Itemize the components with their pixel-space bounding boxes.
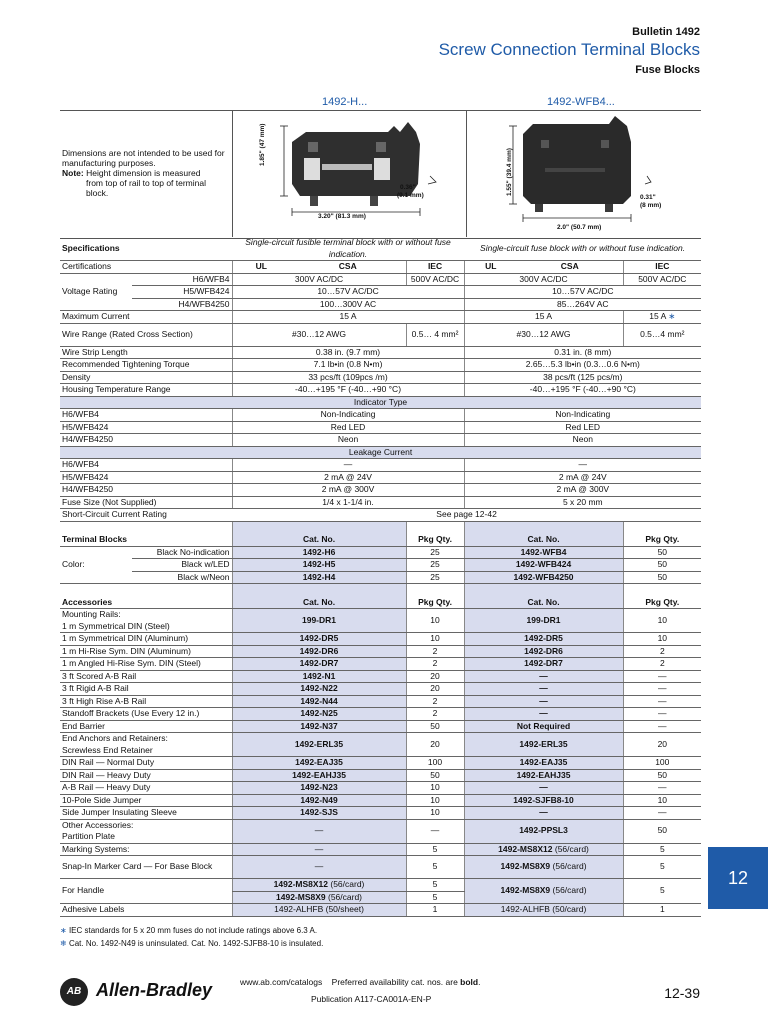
tb-cat: 1492-H4 bbox=[232, 571, 406, 584]
strip-row bbox=[60, 346, 701, 359]
tb-cat: 1492-WFB424 bbox=[464, 559, 623, 572]
acc-cat: — bbox=[464, 683, 623, 696]
ul-mark: UL bbox=[464, 261, 517, 274]
column-header-wfb: 1492-WFB4... bbox=[547, 96, 615, 108]
acc-qty: 2 bbox=[623, 658, 701, 671]
fig-wfb-height-label: 1.55" (39.4 mm) bbox=[506, 148, 513, 196]
indicator-value: Neon bbox=[464, 434, 701, 447]
fuse-block-wfb-drawing bbox=[505, 112, 685, 227]
acc-name: Snap-In Marker Card — For Base Block bbox=[60, 856, 232, 879]
csa-mark: CSA bbox=[517, 261, 623, 274]
acc-cat: — bbox=[232, 819, 406, 843]
catalog-url-line: www.ab.com/catalogs Preferred availability cat. nos. are bold. bbox=[240, 977, 481, 987]
acc-qty: 5 bbox=[406, 891, 464, 904]
indicator-type: H6/WFB4 bbox=[60, 409, 232, 422]
acc-name: Standoff Brackets (Use Every 12 in.) bbox=[60, 708, 232, 721]
indicator-value: Non-Indicating bbox=[232, 409, 464, 422]
indicator-value: Red LED bbox=[232, 421, 464, 434]
dim-note-indent: from top of rail to top of terminal block. bbox=[86, 178, 206, 198]
acc-qty: 1 bbox=[623, 904, 701, 917]
acc-cat: 1492-N25 bbox=[232, 708, 406, 721]
acc-qty: 2 bbox=[406, 645, 464, 658]
fig-h-depth-label: 0.36" bbox=[400, 184, 416, 191]
acc-qty: 50 bbox=[623, 769, 701, 782]
fig-wfb-depth-label: 0.31" bbox=[640, 194, 656, 201]
strip-value: 0.31 in. (8 mm) bbox=[464, 346, 701, 359]
leakage-row bbox=[60, 459, 701, 472]
voltage-type: H4/WFB4250 bbox=[132, 298, 232, 311]
max-current-label: Maximum Current bbox=[60, 311, 232, 324]
acc-qty: 10 bbox=[623, 794, 701, 807]
leakage-value: — bbox=[464, 459, 701, 472]
short-circuit-row bbox=[60, 509, 701, 522]
fig-h-width-label: 3.20" (81.3 mm) bbox=[318, 213, 366, 220]
accessory-group bbox=[60, 633, 701, 733]
dim-note-line1: Dimensions are not intended to be used for manufacturing purposes. bbox=[62, 148, 225, 168]
leakage-row bbox=[60, 471, 701, 484]
acc-cat: 1492-MS8X9 (56/card) bbox=[464, 856, 623, 879]
wire-range-label: Wire Range (Rated Cross Section) bbox=[60, 323, 232, 346]
acc-qty: — bbox=[623, 708, 701, 721]
csa-mark: CSA bbox=[290, 261, 406, 274]
color-label: Color: bbox=[60, 546, 132, 584]
acc-qty: 20 bbox=[623, 733, 701, 757]
acc-cat: 1492-SJFB8-10 bbox=[464, 794, 623, 807]
max-current-value: 15 A ∗ bbox=[623, 311, 701, 324]
dim-note-text: Height dimension is measured bbox=[86, 168, 201, 178]
tb-qty: 50 bbox=[623, 571, 701, 584]
acc-name: Mounting Rails: 1 m Symmetrical DIN (Steel) bbox=[60, 609, 232, 633]
acc-qty: 10 bbox=[623, 633, 701, 646]
acc-name: 10-Pole Side Jumper bbox=[60, 794, 232, 807]
max-current-row bbox=[60, 311, 701, 324]
acc-qty: 5 bbox=[406, 879, 464, 892]
acc-cat: 1492-N37 bbox=[232, 720, 406, 733]
footnote-1: ∗ IEC standards for 5 x 20 mm fuses do not include ratings above 6.3 A. bbox=[60, 926, 318, 935]
voltage-type: H5/WFB424 bbox=[132, 286, 232, 299]
acc-qty: 2 bbox=[623, 645, 701, 658]
dimension-divider bbox=[232, 110, 233, 237]
acc-cat: 1492-DR5 bbox=[232, 633, 406, 646]
accessory-row bbox=[60, 843, 701, 856]
acc-name: 1 m Symmetrical DIN (Aluminum) bbox=[60, 633, 232, 646]
acc-qty: 1 bbox=[406, 904, 464, 917]
acc-qty: 10 bbox=[406, 794, 464, 807]
spec-header-row bbox=[60, 237, 701, 261]
terminal-block-row bbox=[60, 571, 701, 584]
footnote-star-icon: ∗ bbox=[665, 311, 676, 321]
acc-cat: 1492-ALHFB (50/card) bbox=[464, 904, 623, 917]
page-number: 12-39 bbox=[664, 985, 700, 1001]
accessory-row bbox=[60, 757, 701, 770]
acc-qty: 100 bbox=[623, 757, 701, 770]
acc-name: Other Accessories: Partition Plate bbox=[60, 819, 232, 843]
torque-value: 7.1 lb•in (0.8 N•m) bbox=[232, 359, 464, 372]
terminal-blocks-header bbox=[60, 521, 701, 546]
acc-cat: 1492-MS8X12 (56/card) bbox=[232, 879, 406, 892]
acc-name: 3 ft Scored A-B Rail bbox=[60, 670, 232, 683]
acc-pkg-header: Pkg Qty. bbox=[406, 584, 464, 609]
short-circuit-label: Short-Circuit Current Rating bbox=[60, 509, 232, 522]
acc-cat: 1492-ERL35 bbox=[464, 733, 623, 757]
acc-name: End Anchors and Retainers: Screwless End Retainer bbox=[60, 733, 232, 757]
tb-name: Black w/LED bbox=[132, 559, 232, 572]
acc-cat: 1492-DR6 bbox=[464, 645, 623, 658]
page-subtitle: Fuse Blocks bbox=[635, 64, 700, 76]
acc-name: 3 ft High Rise A-B Rail bbox=[60, 695, 232, 708]
accessory-row bbox=[60, 794, 701, 807]
acc-cat: 1492-DR7 bbox=[464, 658, 623, 671]
acc-cat: 1492-MS8X12 (56/card) bbox=[464, 843, 623, 856]
density-label: Density bbox=[60, 371, 232, 384]
fuse-size-row bbox=[60, 496, 701, 509]
ul-mark: UL bbox=[232, 261, 290, 274]
tb-cat-header: Cat. No. bbox=[232, 521, 406, 546]
tb-qty: 25 bbox=[406, 559, 464, 572]
acc-cat: 1492-N1 bbox=[232, 670, 406, 683]
acc-cat: 1492-EAJ35 bbox=[464, 757, 623, 770]
tb-pkg-header: Pkg Qty. bbox=[406, 521, 464, 546]
accessory-row bbox=[60, 633, 701, 646]
voltage-row bbox=[60, 286, 701, 299]
temp-value: -40…+195 °F (-40…+90 °C) bbox=[464, 384, 701, 397]
dim-note-label: Note: bbox=[62, 168, 84, 178]
ab-logo: AB bbox=[60, 978, 88, 1006]
max-current-value: 15 A bbox=[464, 311, 623, 324]
voltage-value: 500V AC/DC bbox=[623, 273, 701, 286]
specifications-table bbox=[60, 237, 701, 917]
voltage-value: 10…57V AC/DC bbox=[232, 286, 464, 299]
voltage-row bbox=[60, 298, 701, 311]
cert-row bbox=[60, 261, 701, 274]
accessory-row bbox=[60, 879, 701, 892]
leakage-value: — bbox=[232, 459, 464, 472]
acc-name: DIN Rail — Heavy Duty bbox=[60, 769, 232, 782]
leakage-value: 2 mA @ 300V bbox=[464, 484, 701, 497]
acc-cat: 1492-DR7 bbox=[232, 658, 406, 671]
leakage-row bbox=[60, 484, 701, 497]
indicator-value: Non-Indicating bbox=[464, 409, 701, 422]
acc-qty: — bbox=[623, 807, 701, 820]
catalog-url[interactable]: www.ab.com/catalogs bbox=[240, 977, 323, 987]
tb-cat: 1492-H5 bbox=[232, 559, 406, 572]
publication-number: Publication A117-CA001A-EN-P bbox=[311, 994, 432, 1004]
acc-qty: 20 bbox=[406, 733, 464, 757]
accessory-row bbox=[60, 807, 701, 820]
cert-label: Certifications bbox=[60, 261, 232, 274]
accessory-row bbox=[60, 695, 701, 708]
leakage-type: H6/WFB4 bbox=[60, 459, 232, 472]
acc-cat: 199-DR1 bbox=[232, 609, 406, 633]
acc-qty: 50 bbox=[406, 720, 464, 733]
torque-label: Recommended Tightening Torque bbox=[60, 359, 232, 372]
acc-qty: 5 bbox=[406, 856, 464, 879]
acc-name: Adhesive Labels bbox=[60, 904, 232, 917]
acc-cat: 1492-ERL35 bbox=[232, 733, 406, 757]
footnote-snowflake-icon: ❄ bbox=[60, 939, 69, 948]
indicator-band-label: Indicator Type bbox=[60, 396, 701, 409]
acc-cat: 1492-ALHFB (50/sheet) bbox=[232, 904, 406, 917]
tb-qty: 50 bbox=[623, 559, 701, 572]
acc-qty: 10 bbox=[623, 609, 701, 633]
strip-value: 0.38 in. (9.7 mm) bbox=[232, 346, 464, 359]
torque-row bbox=[60, 359, 701, 372]
acc-qty: 2 bbox=[406, 658, 464, 671]
accessory-row bbox=[60, 856, 701, 879]
accessory-row bbox=[60, 708, 701, 721]
accessories-header bbox=[60, 584, 701, 609]
acc-name: For Handle bbox=[60, 879, 232, 904]
accessory-row bbox=[60, 782, 701, 795]
fuse-block-h-drawing bbox=[270, 114, 460, 226]
torque-value: 2.65…5.3 lb•in (0.3…0.6 N•m) bbox=[464, 359, 701, 372]
acc-qty: 50 bbox=[406, 769, 464, 782]
acc-cat: 1492-N44 bbox=[232, 695, 406, 708]
column-header-h: 1492-H... bbox=[322, 96, 368, 108]
fig-h-height-label: 1.85" (47 mm) bbox=[259, 123, 266, 166]
tb-cat: 1492-WFB4250 bbox=[464, 571, 623, 584]
temp-label: Housing Temperature Range bbox=[60, 384, 232, 397]
acc-qty: 5 bbox=[623, 856, 701, 879]
indicator-row bbox=[60, 421, 701, 434]
fuse-size-label: Fuse Size (Not Supplied) bbox=[60, 496, 232, 509]
accessory-row bbox=[60, 670, 701, 683]
tb-pkg-header: Pkg Qty. bbox=[623, 521, 701, 546]
acc-cat: 1492-SJS bbox=[232, 807, 406, 820]
tb-name: Black No-indication bbox=[132, 546, 232, 559]
voltage-value: 300V AC/DC bbox=[232, 273, 406, 286]
acc-cat: 1492-N49 bbox=[232, 794, 406, 807]
acc-cat: 1492-DR6 bbox=[232, 645, 406, 658]
acc-cat-header: Cat. No. bbox=[464, 584, 623, 609]
acc-qty: 20 bbox=[406, 683, 464, 696]
iec-mark: IEC bbox=[406, 261, 464, 274]
wire-range-value: #30…12 AWG bbox=[464, 323, 623, 346]
acc-cat: 1492-EAHJ35 bbox=[464, 769, 623, 782]
fuse-size-value: 5 x 20 mm bbox=[464, 496, 701, 509]
voltage-value: 10…57V AC/DC bbox=[464, 286, 701, 299]
acc-qty: 100 bbox=[406, 757, 464, 770]
indicator-band bbox=[60, 396, 701, 409]
dimension-note bbox=[62, 148, 230, 198]
accessory-row bbox=[60, 609, 701, 633]
acc-qty: — bbox=[623, 670, 701, 683]
fuse-size-value: 1/4 x 1-1/4 in. bbox=[232, 496, 464, 509]
iec-mark: IEC bbox=[623, 261, 701, 274]
acc-cat: 1492-EAHJ35 bbox=[232, 769, 406, 782]
tb-qty: 50 bbox=[623, 546, 701, 559]
voltage-value: 300V AC/DC bbox=[464, 273, 623, 286]
acc-qty: 5 bbox=[623, 879, 701, 904]
acc-qty: — bbox=[623, 782, 701, 795]
density-row bbox=[60, 371, 701, 384]
indicator-type: H5/WFB424 bbox=[60, 421, 232, 434]
acc-cat: 1492-N23 bbox=[232, 782, 406, 795]
acc-qty: 2 bbox=[406, 695, 464, 708]
acc-qty: — bbox=[623, 695, 701, 708]
acc-name: End Barrier bbox=[60, 720, 232, 733]
acc-qty: 5 bbox=[623, 843, 701, 856]
acc-name: DIN Rail — Normal Duty bbox=[60, 757, 232, 770]
voltage-type: H6/WFB4 bbox=[132, 273, 232, 286]
indicator-value: Red LED bbox=[464, 421, 701, 434]
acc-cat: — bbox=[232, 843, 406, 856]
density-value: 33 pcs/ft (109pcs /m) bbox=[232, 371, 464, 384]
voltage-value: 100…300V AC bbox=[232, 298, 464, 311]
acc-cat: — bbox=[464, 670, 623, 683]
page-title: Screw Connection Terminal Blocks bbox=[438, 40, 700, 59]
indicator-type: H4/WFB4250 bbox=[60, 434, 232, 447]
terminal-blocks-label: Terminal Blocks bbox=[60, 521, 232, 546]
acc-qty: 50 bbox=[623, 819, 701, 843]
density-value: 38 pcs/ft (125 pcs/m) bbox=[464, 371, 701, 384]
acc-name: A-B Rail — Heavy Duty bbox=[60, 782, 232, 795]
accessory-row bbox=[60, 733, 701, 757]
leakage-value: 2 mA @ 300V bbox=[232, 484, 464, 497]
accessory-group bbox=[60, 757, 701, 820]
acc-cat: 1492-MS8X9 (56/card) bbox=[464, 879, 623, 904]
tb-cat: 1492-H6 bbox=[232, 546, 406, 559]
voltage-row bbox=[60, 273, 701, 286]
acc-cat: Not Required bbox=[464, 720, 623, 733]
voltage-label: Voltage Rating bbox=[60, 273, 132, 311]
h-description: Single-circuit fusible terminal block with or without fuse indication. bbox=[232, 237, 464, 261]
acc-cat: — bbox=[464, 708, 623, 721]
leakage-band-label: Leakage Current bbox=[60, 446, 701, 459]
accessory-row bbox=[60, 658, 701, 671]
section-tab[interactable]: 12 bbox=[708, 847, 768, 909]
terminal-block-row bbox=[60, 546, 701, 559]
acc-qty: 20 bbox=[406, 670, 464, 683]
dimension-divider bbox=[466, 110, 467, 237]
acc-qty: 5 bbox=[406, 843, 464, 856]
wire-range-value: #30…12 AWG bbox=[232, 323, 406, 346]
footnote-2: ❄ Cat. No. 1492-N49 is uninsulated. Cat. No. 1492-SJFB8-10 is insulated. bbox=[60, 939, 324, 948]
acc-cat: — bbox=[464, 695, 623, 708]
accessory-row bbox=[60, 720, 701, 733]
tb-cat: 1492-WFB4 bbox=[464, 546, 623, 559]
accessory-row bbox=[60, 769, 701, 782]
brand-name: Allen-Bradley bbox=[96, 980, 213, 1000]
wire-range-value: 0.5… 4 mm² bbox=[406, 323, 464, 346]
fig-h-depth-mm-label: (9.1 mm) bbox=[397, 192, 424, 199]
indicator-row bbox=[60, 409, 701, 422]
acc-qty: 10 bbox=[406, 633, 464, 646]
acc-qty: 10 bbox=[406, 609, 464, 633]
voltage-value: 85…264V AC bbox=[464, 298, 701, 311]
wfb-description: Single-circuit fuse block with or without fuse indication. bbox=[464, 237, 701, 261]
leakage-type: H5/WFB424 bbox=[60, 471, 232, 484]
leakage-type: H4/WFB4250 bbox=[60, 484, 232, 497]
voltage-value: 500V AC/DC bbox=[406, 273, 464, 286]
acc-cat: 1492-DR5 bbox=[464, 633, 623, 646]
accessory-row bbox=[60, 904, 701, 917]
acc-name: 1 m Hi-Rise Sym. DIN (Aluminum) bbox=[60, 645, 232, 658]
acc-qty: — bbox=[623, 683, 701, 696]
tb-name: Black w/Neon bbox=[132, 571, 232, 584]
wire-range-value: 0.5…4 mm² bbox=[623, 323, 701, 346]
max-current-value: 15 A bbox=[232, 311, 464, 324]
acc-name: Marking Systems: bbox=[60, 843, 232, 856]
acc-qty: 10 bbox=[406, 807, 464, 820]
short-circuit-value: See page 12-42 bbox=[232, 509, 701, 522]
acc-cat: — bbox=[464, 807, 623, 820]
acc-name: 1 m Angled Hi-Rise Sym. DIN (Steel) bbox=[60, 658, 232, 671]
strip-label: Wire Strip Length bbox=[60, 346, 232, 359]
acc-qty: 2 bbox=[406, 708, 464, 721]
spec-label: Specifications bbox=[60, 237, 232, 261]
footnote-star-icon: ∗ bbox=[60, 926, 69, 935]
accessories-label: Accessories bbox=[60, 584, 232, 609]
fig-wfb-width-label: 2.0" (50.7 mm) bbox=[557, 224, 602, 231]
acc-cat: 199-DR1 bbox=[464, 609, 623, 633]
acc-cat: 1492-PPSL3 bbox=[464, 819, 623, 843]
indicator-value: Neon bbox=[232, 434, 464, 447]
tb-qty: 25 bbox=[406, 546, 464, 559]
temp-value: -40…+195 °F (-40…+90 °C) bbox=[232, 384, 464, 397]
acc-cat: 1492-MS8X9 (56/card) bbox=[232, 891, 406, 904]
accessory-row bbox=[60, 819, 701, 843]
acc-qty: — bbox=[623, 720, 701, 733]
accessory-row bbox=[60, 645, 701, 658]
acc-cat: 1492-N22 bbox=[232, 683, 406, 696]
acc-qty: — bbox=[406, 819, 464, 843]
acc-name: Side Jumper Insulating Sleeve bbox=[60, 807, 232, 820]
tb-cat-header: Cat. No. bbox=[464, 521, 623, 546]
leakage-value: 2 mA @ 24V bbox=[232, 471, 464, 484]
acc-cat: — bbox=[232, 856, 406, 879]
leakage-band bbox=[60, 446, 701, 459]
header-bulletin: Bulletin 1492 bbox=[632, 26, 700, 38]
tb-qty: 25 bbox=[406, 571, 464, 584]
acc-cat: — bbox=[464, 782, 623, 795]
acc-pkg-header: Pkg Qty. bbox=[623, 584, 701, 609]
wire-range-row bbox=[60, 323, 701, 346]
terminal-block-row bbox=[60, 559, 701, 572]
acc-qty: 10 bbox=[406, 782, 464, 795]
fig-wfb-depth-mm-label: (8 mm) bbox=[640, 202, 662, 209]
acc-cat: 1492-EAJ35 bbox=[232, 757, 406, 770]
acc-name: 3 ft Rigid A-B Rail bbox=[60, 683, 232, 696]
indicator-row bbox=[60, 434, 701, 447]
accessory-row bbox=[60, 683, 701, 696]
temp-row bbox=[60, 384, 701, 397]
leakage-value: 2 mA @ 24V bbox=[464, 471, 701, 484]
acc-cat-header: Cat. No. bbox=[232, 584, 406, 609]
